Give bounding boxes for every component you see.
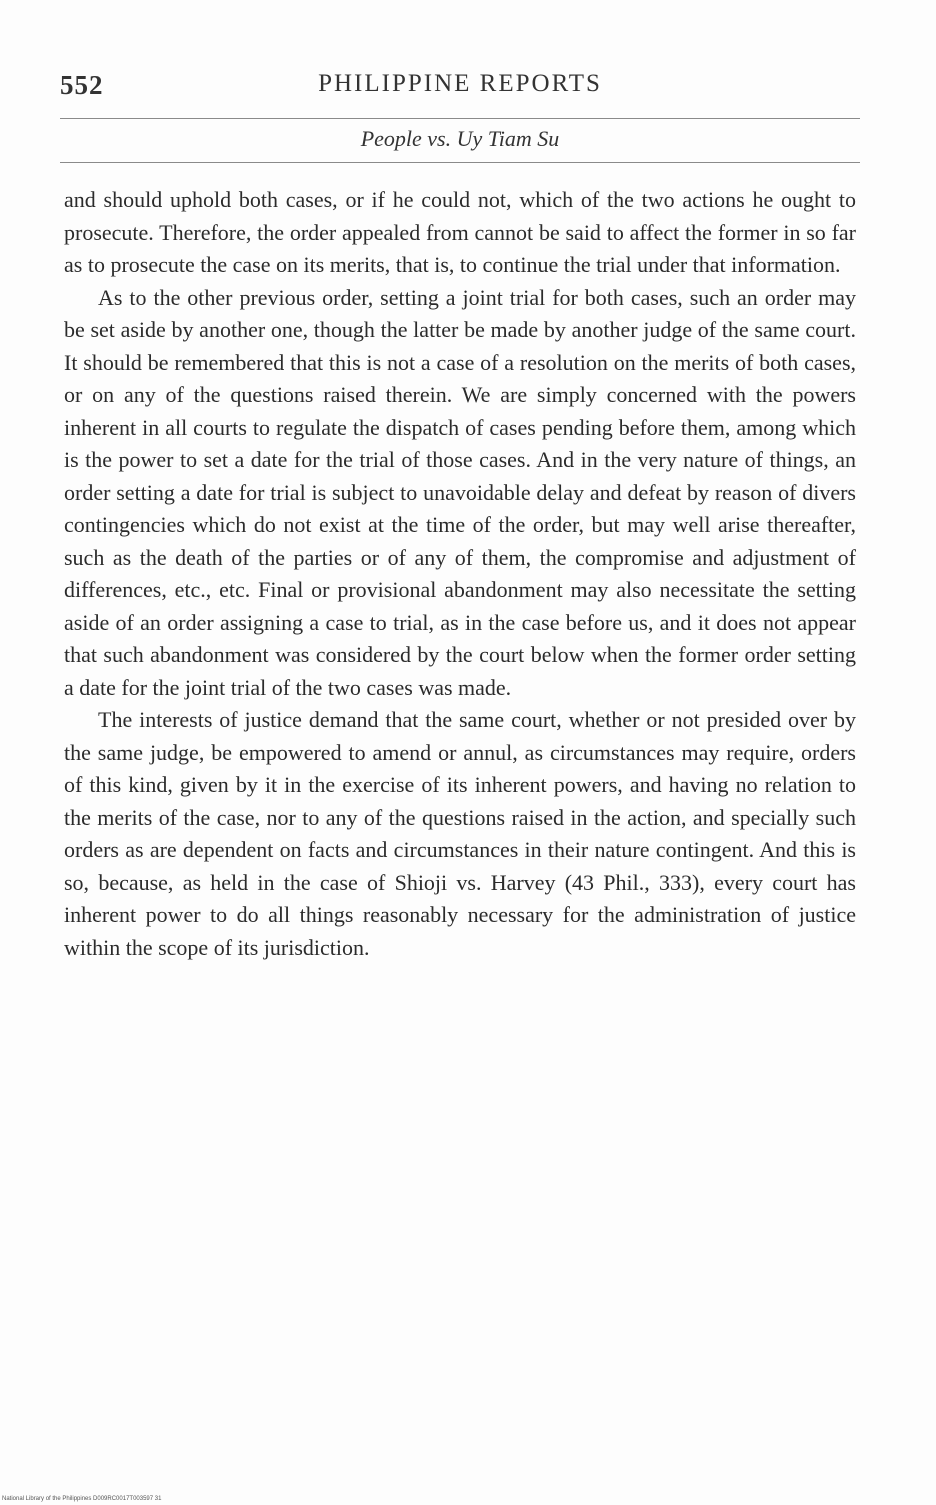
paragraph-1: and should uphold both cases, or if he could not, which of the two actions he ought to prosecute. Therefore, the order appealed from cannot be said to affect the former in so far as to prosecute the case on its merits, that is, to continue the trial under that information. <box>64 187 856 277</box>
page-number: 552 <box>60 70 104 100</box>
page-header <box>60 66 860 110</box>
case-caption: People vs. Uy Tiam Su <box>360 126 560 151</box>
header-divider-top <box>60 118 860 119</box>
library-mark: National Library of the Philippines D009RC0017T003597 31 <box>2 1496 162 1502</box>
header-divider-bottom <box>60 162 860 163</box>
body-text <box>64 184 856 964</box>
paragraph-3: The interests of justice demand that the same court, whether or not presided over by the same judge, be empowered to amend or annul, as circumstances may require, orders of this kind, given by it in the exercise of its inherent powers, and having no relation to the merits of the case, nor to any of the questions raised in the action, and specially such orders as are dependent on facts and circumstances in their nature contingent. And this is so, because, as held in the case of Shioji vs. Harvey (43 Phil., 333), every court has inherent power to do all things reasonably necessary for the administration of justice within the scope of its jurisdiction. <box>64 707 856 960</box>
running-title: PHILIPPINE REPORTS <box>318 70 602 97</box>
paragraph-2: As to the other previous order, setting a joint trial for both cases, such an order may be set aside by another one, though the latter be made by another judge of the same court. It should be remembered that this is not a case of a resolution on the merits of both cases, or on any of the questions raised therein. We are simply concerned with the powers inherent in all courts to regulate the dispatch of cases pending before them, among which is the power to set a date for the trial of those cases. And in the very nature of things, an order setting a date for trial is subject to unavoidable delay and defeat by reason of divers contingencies which do not exist at the time of the order, but may well arise thereafter, such as the death of the parties or of any of them, the compromise and adjustment of differences, etc., etc. Final or provisional abandonment may also necessitate the setting aside of an order assigning a case to trial, as in the case before us, and it does not appear that such abandonment was considered by the court below when the former order setting a date for the joint trial of the two cases was made. <box>64 284 856 700</box>
